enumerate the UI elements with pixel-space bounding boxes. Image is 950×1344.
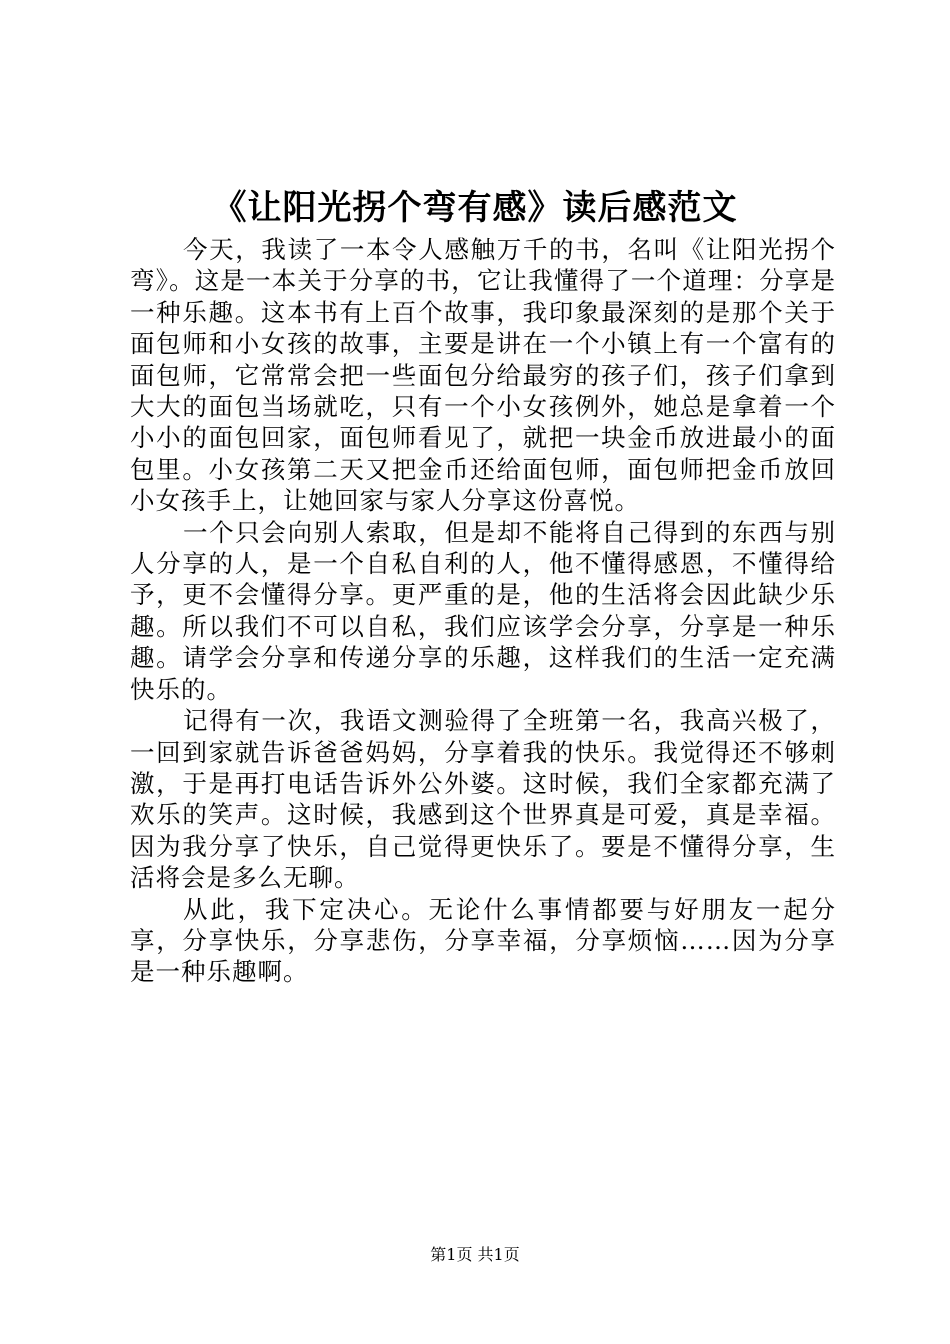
document-title: 《让阳光拐个弯有感》读后感范文: [212, 188, 738, 228]
paragraph-4: 从此，我下定决心。无论什么事情都要与好朋友一起分享，分享快乐，分享悲伤，分享幸福，分享烦恼……因为分享是一种乐趣啊。: [130, 894, 836, 987]
document-body: [130, 234, 836, 988]
paragraph-1: 今天，我读了一本令人感触万千的书，名叫《让阳光拐个弯》。这是一本关于分享的书，它让我懂得了一个道理：分享是一种乐趣。这本书有上百个故事，我印象最深刻的是那个关于面包师和小女孩的故事，主要是讲在一个小镇上有一个富有的面包师，它常常会把一些面包分给最穷的孩子们，孩子们拿到大大的面包当场就吃，只有一个小女孩例外，她总是拿着一个小小的面包回家，面包师看见了，就把一块金币放进最小的面包里。小女孩第二天又把金币还给面包师，面包师把金币放回小女孩手上，让她回家与家人分享这份喜悦。: [130, 235, 836, 516]
paragraph-3: 记得有一次，我语文测验得了全班第一名，我高兴极了，一回到家就告诉爸爸妈妈，分享着我的快乐。我觉得还不够刺激，于是再打电话告诉外公外婆。这时候，我们全家都充满了欢乐的笑声。这时候，我感到这个世界真是可爱，真是幸福。因为我分享了快乐，自己觉得更快乐了。要是不懂得分享，生活将会是多么无聊。: [130, 706, 836, 893]
paragraph-2: 一个只会向别人索取，但是却不能将自己得到的东西与别人分享的人，是一个自私自利的人，他不懂得感恩，不懂得给予，更不会懂得分享。更严重的是，他的生活将会因此缺少乐趣。所以我们不可以自私，我们应该学会分享，分享是一种乐趣。请学会分享和传递分享的乐趣，这样我们的生活一定充满快乐的。: [130, 517, 836, 704]
page-footer: 第1页 共1页: [430, 1245, 520, 1264]
